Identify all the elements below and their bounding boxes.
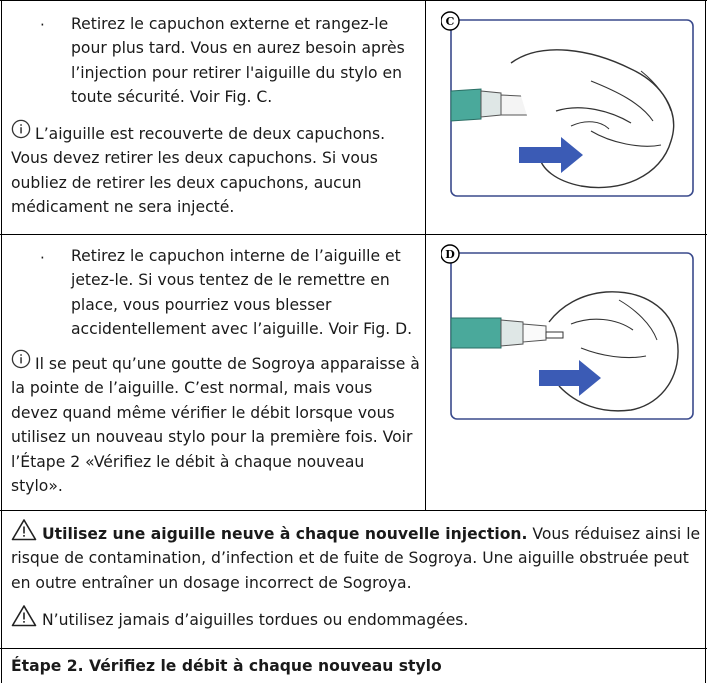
warning-bent-needles: N’utilisez jamais d’aiguilles tordues ou endommagées. [42, 611, 469, 629]
figure-c-label: C [445, 15, 455, 28]
warning-icon [11, 604, 37, 627]
warning-new-needle-bold: Utilisez une aiguille neuve à chaque nouvelle injection. [42, 525, 528, 543]
table-border-left [1, 0, 2, 683]
row-divider [0, 510, 707, 511]
step-text-remove-inner-cap: Retirez le capuchon interne de l’aiguille et jetez-le. Si vous tentez de le remettre en place, vous pourriez vous blesser accidentellement avec l’aiguille. Voir Fig. D. [71, 247, 413, 339]
bullet: · [40, 16, 45, 34]
step-2-heading: Étape 2. Vérifiez le débit à chaque nouveau stylo [11, 657, 442, 675]
row-divider [0, 648, 707, 649]
step-text-remove-outer-cap: Retirez le capuchon externe et rangez-le pour plus tard. Vous en aurez besoin après l’injection pour retirer l'aiguille du stylo en toute sécurité. Voir Fig. C. [71, 15, 405, 107]
note-two-caps: L’aiguille est recouverte de deux capuchons. Vous devez retirer les deux capuchons. Si vous oubliez de retirer les deux capuchons, aucun médicament ne sera injecté. [11, 125, 386, 217]
figure-d-illustration [441, 244, 697, 424]
warning-new-needle [11, 522, 701, 595]
figure-c-illustration [441, 11, 697, 201]
bullet: · [40, 249, 45, 267]
table-border-top [0, 0, 707, 1]
column-divider [425, 0, 426, 510]
row-divider [0, 234, 707, 235]
table-border-right [705, 0, 706, 683]
warning-new-needle-text: Vous réduisez ainsi le risque de contamination, d’infection et de fuite de Sogroya. Une aiguille obstruée peut en outre entraîner un dosage incorrect de Sogroya. [11, 525, 701, 592]
note-sogroya-drop: Il se peut qu’une goutte de Sogroya apparaisse à la pointe de l’aiguille. C’est normal, mais vous devez quand même vérifier le débit lorsque vous utilisez un nouveau stylo pour la première fois. Voir l’Étape 2 «Vérifiez le débit à chaque nouveau stylo». [11, 355, 420, 496]
figure-d-label: D [445, 248, 455, 261]
